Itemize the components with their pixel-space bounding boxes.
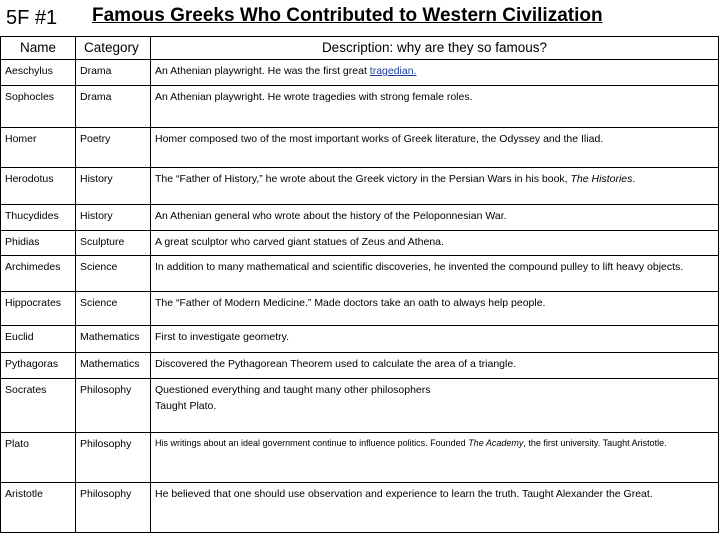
cell-description: An Athenian general who wrote about the history of the Peloponnesian War. [151, 205, 719, 231]
table-row [1, 168, 719, 205]
cell-description: An Athenian playwright. He wrote tragedies with strong female roles. [151, 86, 719, 128]
famous-greeks-table [0, 36, 719, 533]
cell-name: Socrates [1, 379, 76, 433]
cell-category: History [76, 168, 151, 205]
cell-description: The “Father of Modern Medicine.” Made doctors take an oath to always help people. [151, 292, 719, 326]
cell-description: In addition to many mathematical and scientific discoveries, he invented the compound pulley to lift heavy objects. [151, 256, 719, 292]
table-header-row [1, 37, 719, 60]
cell-description: He believed that one should use observation and experience to learn the truth. Taught Alexander the Great. [151, 483, 719, 533]
cell-name: Euclid [1, 326, 76, 353]
table-row [1, 256, 719, 292]
tragedian-link[interactable]: tragedian. [369, 65, 417, 77]
cell-category: Drama [76, 86, 151, 128]
cell-category: Science [76, 292, 151, 326]
cell-category: Philosophy [76, 483, 151, 533]
table-row [1, 483, 719, 533]
page-header [0, 0, 720, 36]
cell-category: Science [76, 256, 151, 292]
table-row [1, 326, 719, 353]
cell-name: Plato [1, 433, 76, 483]
cell-category: Philosophy [76, 379, 151, 433]
column-header-category: Category [76, 37, 151, 60]
cell-description: Questioned everything and taught many other philosophers Taught Plato. [151, 379, 719, 433]
cell-name: Homer [1, 128, 76, 168]
cell-category: Drama [76, 60, 151, 86]
table-row [1, 86, 719, 128]
cell-category: Sculpture [76, 231, 151, 256]
table-row [1, 353, 719, 379]
page-title: Famous Greeks Who Contributed to Western Civilization [92, 5, 603, 26]
cell-name: Aristotle [1, 483, 76, 533]
cell-name: Archimedes [1, 256, 76, 292]
cell-description: First to investigate geometry. [151, 326, 719, 353]
cell-description: An Athenian playwright. He was the first great tragedian. [151, 60, 719, 86]
cell-description: The “Father of History,” he wrote about the Greek victory in the Persian Wars in his book, The Histories. [151, 168, 719, 205]
cell-category: History [76, 205, 151, 231]
cell-name: Pythagoras [1, 353, 76, 379]
cell-name: Phidias [1, 231, 76, 256]
table-row [1, 292, 719, 326]
cell-description: Discovered the Pythagorean Theorem used to calculate the area of a triangle. [151, 353, 719, 379]
table-row [1, 433, 719, 483]
cell-name: Thucydides [1, 205, 76, 231]
cell-category: Mathematics [76, 326, 151, 353]
cell-category: Mathematics [76, 353, 151, 379]
cell-name: Sophocles [1, 86, 76, 128]
table-row [1, 60, 719, 86]
cell-name: Hippocrates [1, 292, 76, 326]
table-row [1, 205, 719, 231]
cell-category: Philosophy [76, 433, 151, 483]
cell-category: Poetry [76, 128, 151, 168]
cell-name: Herodotus [1, 168, 76, 205]
table-row [1, 128, 719, 168]
cell-name: Aeschylus [1, 60, 76, 86]
column-header-description: Description: why are they so famous? [151, 37, 719, 60]
cell-description: His writings about an ideal government continue to influence politics. Founded The Academy, the first university. Taught Aristotle. [151, 433, 719, 483]
cell-description: A great sculptor who carved giant statues of Zeus and Athena. [151, 231, 719, 256]
cell-description: Homer composed two of the most important works of Greek literature, the Odyssey and the Iliad. [151, 128, 719, 168]
table-row [1, 231, 719, 256]
column-header-name: Name [1, 37, 76, 60]
table-row [1, 379, 719, 433]
class-code: 5F #1 [6, 7, 58, 29]
